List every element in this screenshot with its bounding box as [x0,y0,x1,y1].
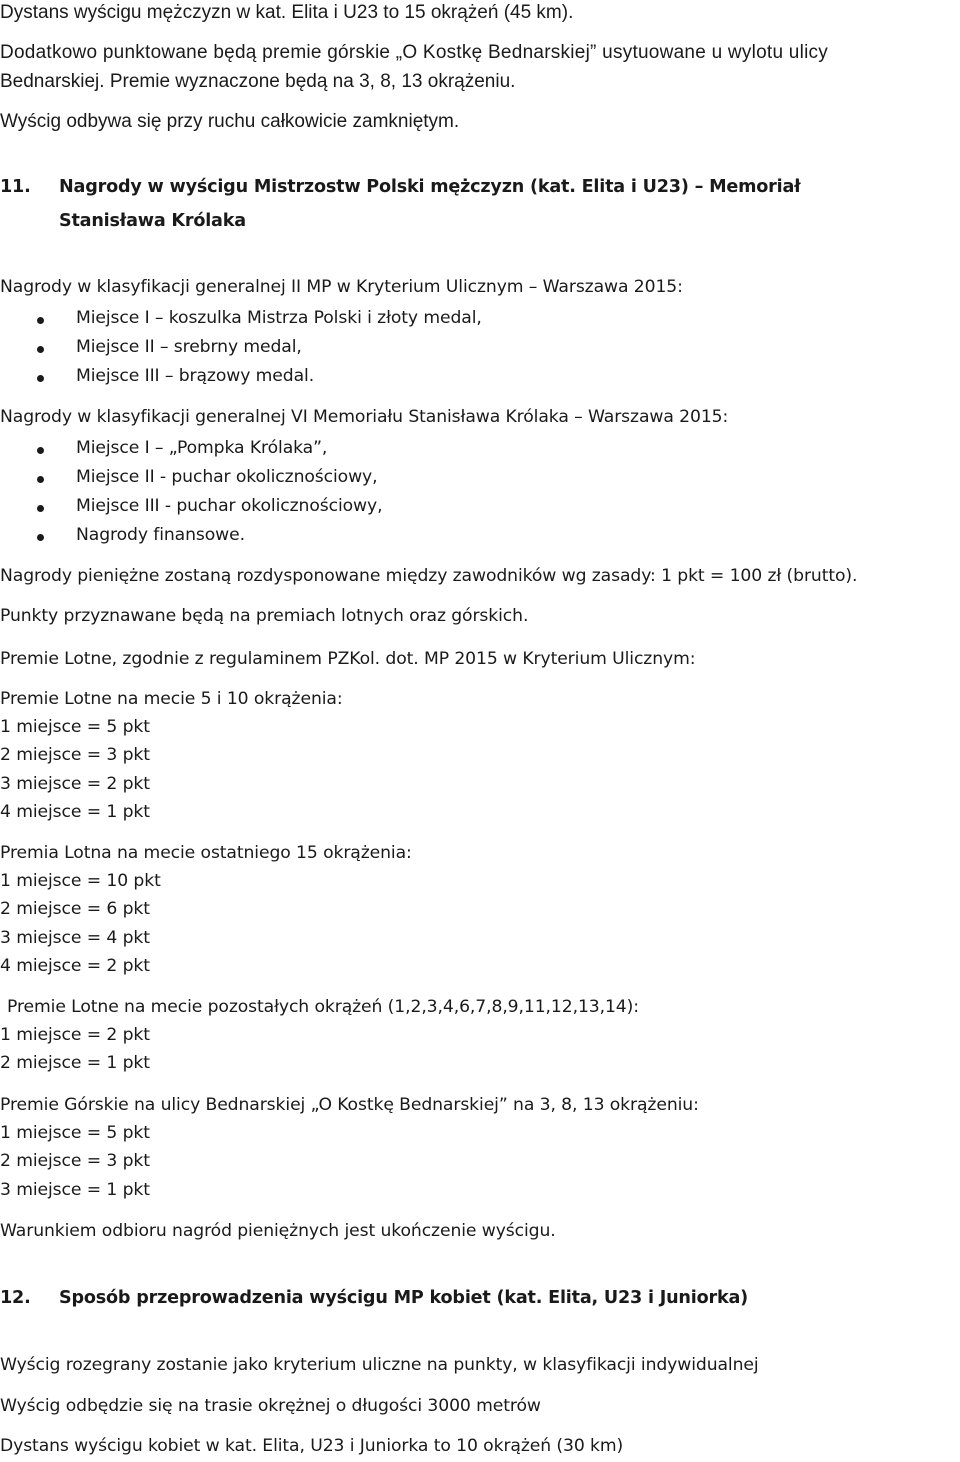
list-item: 2 miejsce = 3 pkt [0,1151,150,1171]
women-race-format: Wyścig rozegrany zostanie jako kryterium uliczne na punkty, w klasyfikacji indywidualnej [0,1355,759,1375]
list-item: 2 miejsce = 1 pkt [0,1053,150,1073]
bullet-icon [37,534,44,541]
paragraph-closed-traffic: Wyścig odbywa się przy ruchu całkowicie zamkniętym. [0,111,460,132]
paragraph-distance-men: Dystans wyścigu mężczyzn w kat. Elita i U23 to 15 okrążeń (45 km). [0,2,574,23]
section-12-heading [0,1286,748,1310]
women-race-distance: Dystans wyścigu kobiet w kat. Elita, U23 i Juniorka to 10 okrążeń (30 km) [0,1436,624,1456]
section-title: Nagrody w wyścigu Mistrzostw Polski mężczyzn (kat. Elita i U23) – Memoriał [59,177,801,197]
money-rule: Nagrody pieniężne zostaną rozdysponowane między zawodników wg zasady: 1 pkt = 100 zł (brutto). [0,566,858,586]
section-number: 11. [0,177,31,197]
list-item: 1 miejsce = 5 pkt [0,717,150,737]
list-item: 1 miejsce = 5 pkt [0,1123,150,1143]
bullet-icon [37,447,44,454]
section-title: Sposób przeprowadzenia wyścigu MP kobiet (kat. Elita, U23 i Juniorka) [59,1288,748,1308]
paragraph-mountain-premiums-line2: Bednarskiej. Premie wyznaczone będą na 3, 8, 13 okrążeniu. [0,71,516,92]
list-item: 4 miejsce = 1 pkt [0,802,150,822]
list-item: 1 miejsce = 2 pkt [0,1025,150,1045]
list-item: 3 miejsce = 2 pkt [0,774,150,794]
paragraph-mountain-premiums-line1: Dodatkowo punktowane będą premie górskie „O Kostkę Bednarskiej” usytuowane u wylotu ulicy [0,42,829,63]
list-item: 2 miejsce = 3 pkt [0,745,150,765]
flying-premiums-5-10-heading: Premie Lotne na mecie 5 i 10 okrążenia: [0,689,343,709]
points-rule: Punkty przyznawane będą na premiach lotnych oraz górskich. [0,606,529,626]
section-11-heading [0,175,800,199]
bullet-icon [37,375,44,382]
flying-premiums-rest-heading: Premie Lotne na mecie pozostałych okrążeń (1,2,3,4,6,7,8,9,11,12,13,14): [7,997,639,1017]
list-item: 2 miejsce = 6 pkt [0,899,150,919]
payout-condition: Warunkiem odbioru nagród pieniężnych jest ukończenie wyścigu. [0,1221,556,1241]
section-11-heading-line2: Stanisława Królaka [59,211,246,231]
flying-premiums-intro: Premie Lotne, zgodnie z regulaminem PZKol. dot. MP 2015 w Kryterium Ulicznym: [0,649,696,669]
list-item: 1 miejsce = 10 pkt [0,871,161,891]
mp-prizes-heading: Nagrody w klasyfikacji generalnej II MP w Kryterium Ulicznym – Warszawa 2015: [0,277,683,297]
bullet-icon [37,505,44,512]
bullet-icon [37,476,44,483]
section-number: 12. [0,1288,31,1308]
bullet-icon [37,317,44,324]
bullet-icon [37,346,44,353]
list-item: 3 miejsce = 4 pkt [0,928,150,948]
women-race-route: Wyścig odbędzie się na trasie okrężnej o długości 3000 metrów [0,1396,541,1416]
memorial-prizes-heading: Nagrody w klasyfikacji generalnej VI Memoriału Stanisława Królaka – Warszawa 2015: [0,407,729,427]
flying-premium-15-heading: Premia Lotna na mecie ostatniego 15 okrążenia: [0,843,412,863]
mountain-premiums-heading: Premie Górskie na ulicy Bednarskiej „O Kostkę Bednarskiej” na 3, 8, 13 okrążeniu: [0,1095,699,1115]
list-item: 4 miejsce = 2 pkt [0,956,150,976]
list-item: 3 miejsce = 1 pkt [0,1180,150,1200]
